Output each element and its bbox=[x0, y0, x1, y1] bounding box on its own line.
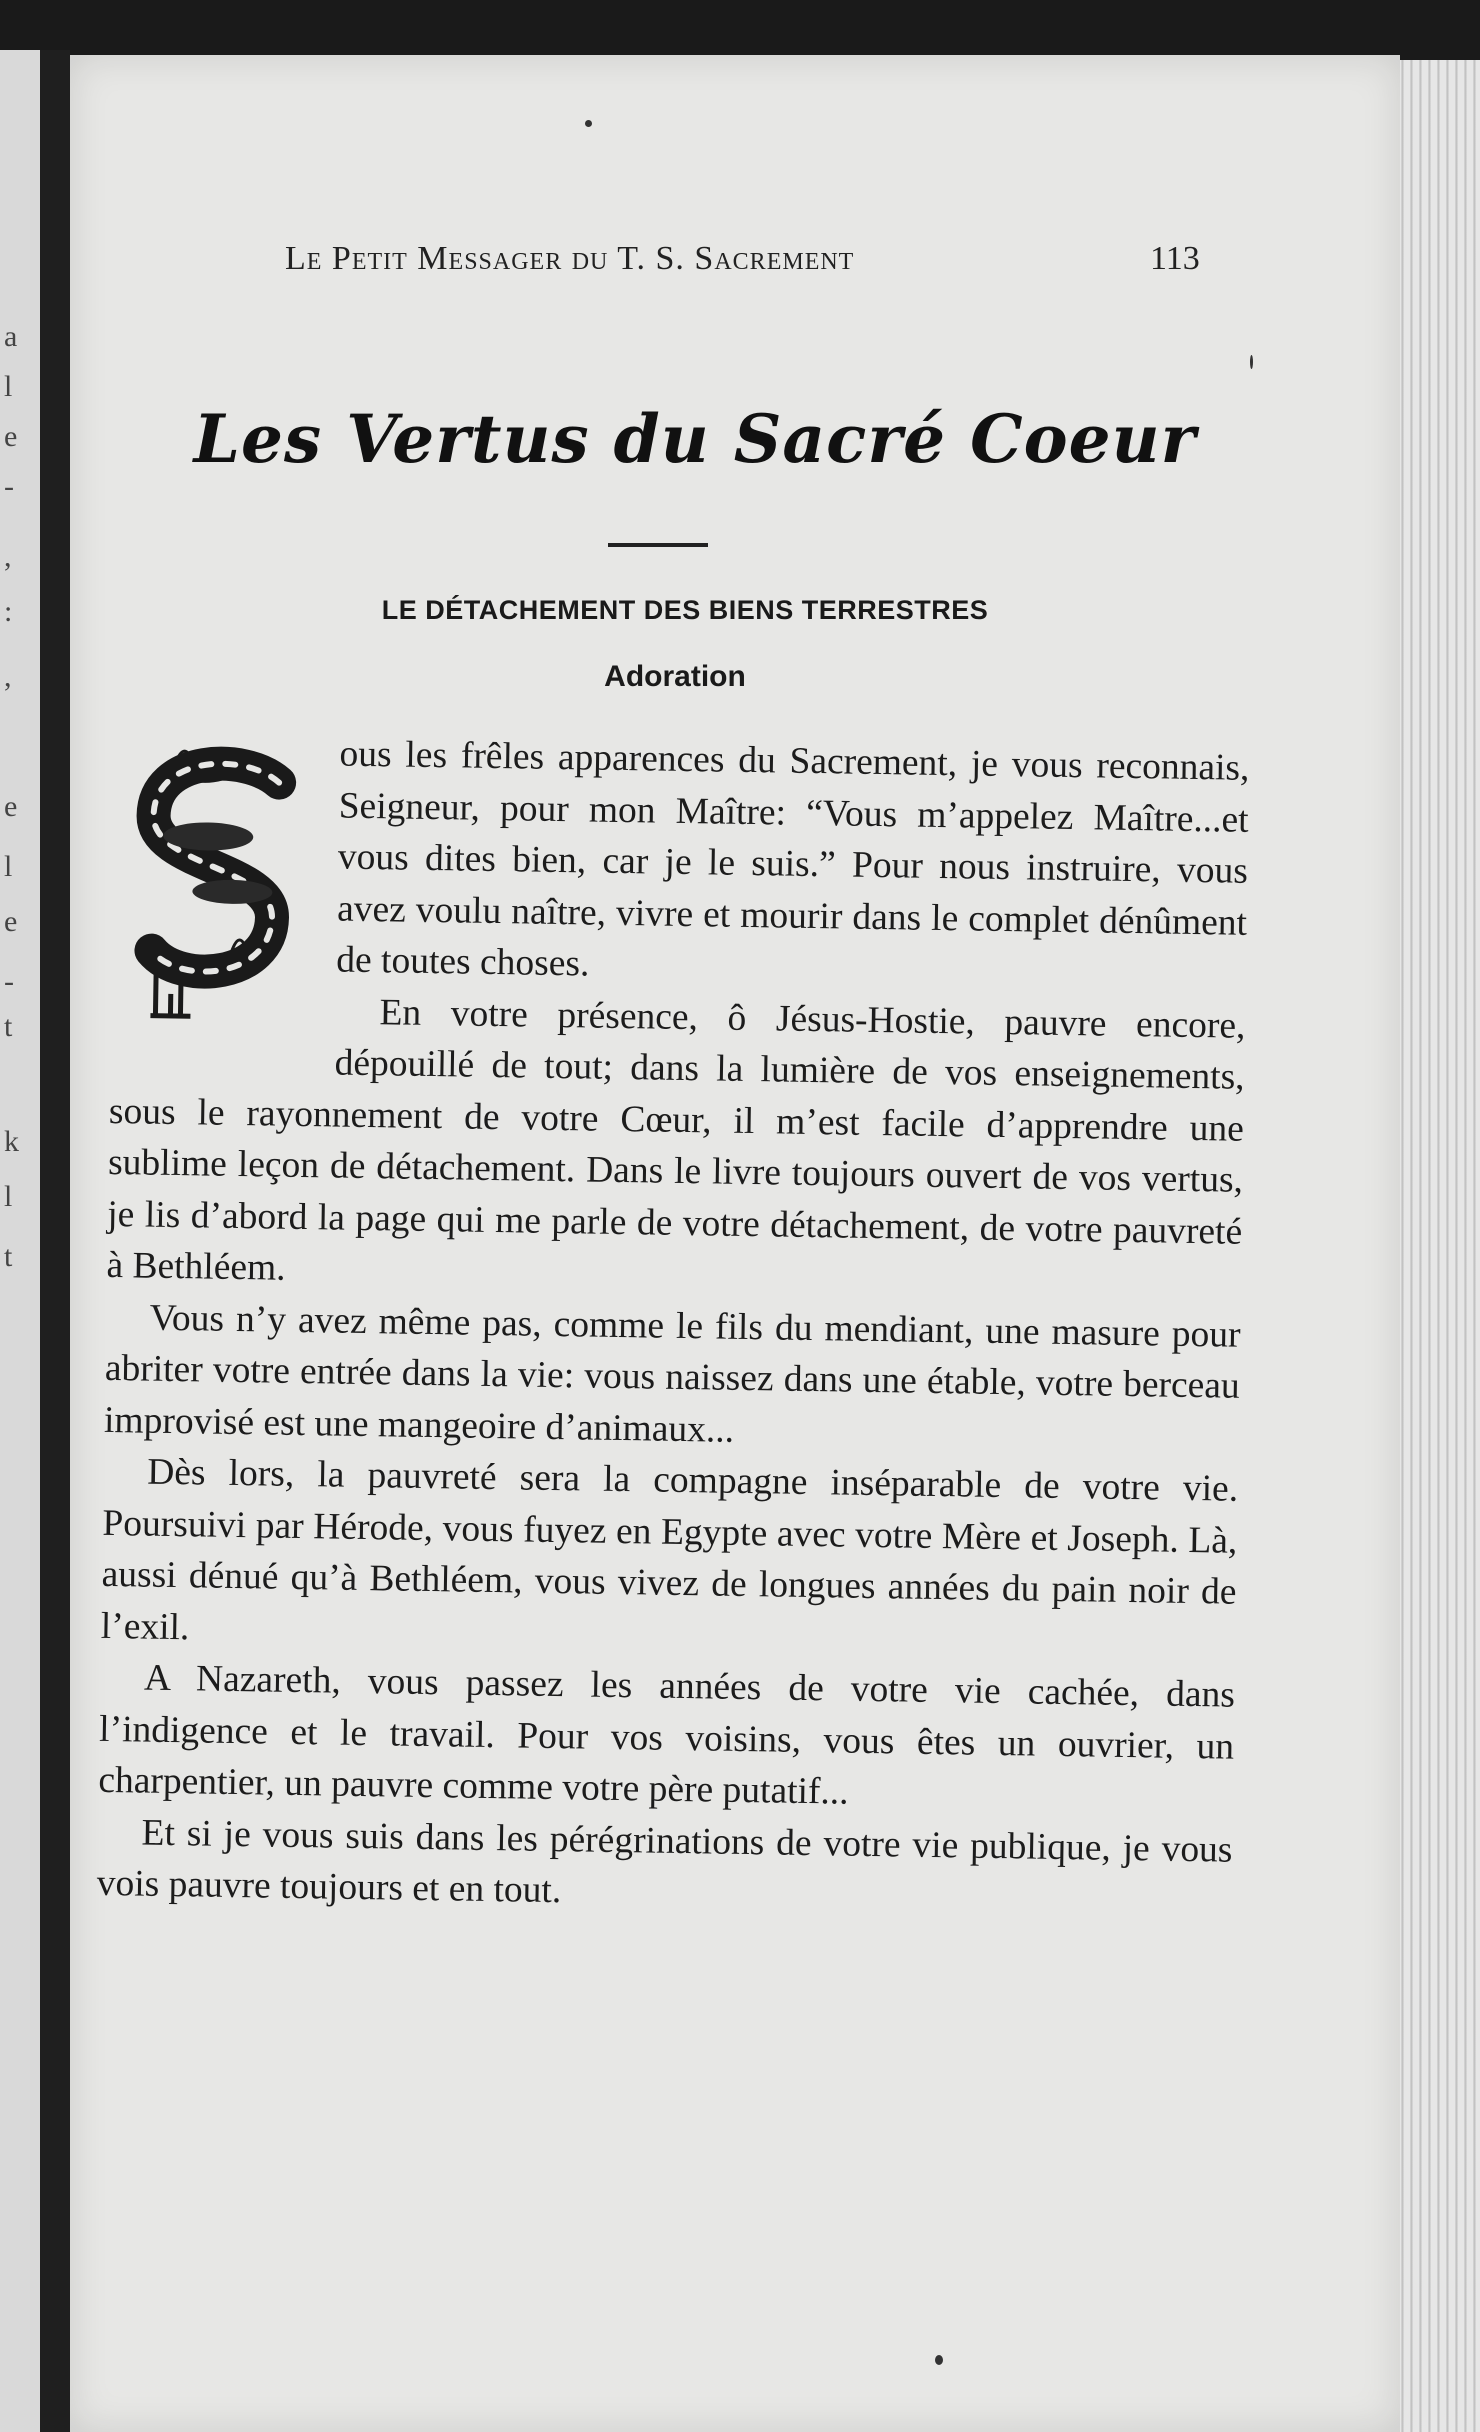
svg-text:S: S bbox=[114, 725, 116, 727]
previous-page-letter: l bbox=[4, 850, 13, 883]
article-title: Les Vertus du Sacré Coeur bbox=[193, 400, 1197, 478]
previous-page-letter: a bbox=[4, 320, 18, 353]
running-head: Le Petit Messager du T. S. Sacrement bbox=[285, 240, 855, 277]
previous-page-letter: e bbox=[4, 420, 18, 453]
article-body bbox=[96, 725, 1249, 1927]
previous-page-letter: : bbox=[4, 595, 13, 628]
previous-page-letter: t bbox=[4, 1240, 13, 1273]
paragraph: Dès lors, la pauvreté sera la compagne inséparable de votre vie. Poursuivi par Hérode, vous fuyez en Egypte avec votre Mère et Joseph. Là, aussi dénué qu’à Bethléem, vous vivez de longues années du pain noir de l’exil. bbox=[100, 1451, 1239, 1648]
paragraph: Et si je vous suis dans les pérégrinations de votre vie publique, je vous vois pauvre toujours et en tout. bbox=[96, 1812, 1233, 1912]
paragraph: En votre présence, ô Jésus-Hostie, pauvre encore, dépouillé de tout; dans la lumière de vos enseignements, sous le rayonnement de votre Cœur, il m’est facile d’apprendre une sublime leçon de détachement. Dans le livre toujours ouvert de vos vertus, je lis d’abord la page qui me parle de votre détachement, de votre pauvreté à Bethléem. bbox=[106, 991, 1246, 1289]
previous-page-letter: k bbox=[4, 1125, 19, 1158]
dropcap-illustration bbox=[110, 725, 340, 1038]
section-heading: LE DÉTACHEMENT DES BIENS TERRESTRES bbox=[381, 595, 989, 625]
paragraph: A Nazareth, vous passez les années de votre vie cachée, dans l’indigence et le travail. Pour vos voisins, vous êtes un ouvrier, un charpentier, un pauvre comme votre père putatif... bbox=[98, 1657, 1236, 1813]
title-rule bbox=[608, 543, 708, 547]
sub-heading: Adoration bbox=[604, 660, 746, 693]
paragraph: Vous n’y avez même pas, comme le fils du mendiant, une masure pour abriter votre entrée dans la vie: vous naissez dans une étable, votre berceau improvisé est une mangeoire d’animaux... bbox=[103, 1297, 1241, 1451]
previous-page-letter: l bbox=[4, 370, 13, 403]
previous-page-letter: e bbox=[4, 905, 18, 938]
paragraph: ous les frêles apparences du Sacrement, je vous reconnais, Seigneur, pour mon Maître: “Vous m’appelez Maître...et vous dites bien, car je le suis.” Pour nous instruire, vous avez voulu naître, vivre et mourir dans le complet dénûment de toutes choses. bbox=[336, 733, 1250, 985]
dust-speck bbox=[935, 2355, 943, 2365]
dust-speck bbox=[585, 120, 592, 127]
page-stack-edge bbox=[1395, 60, 1480, 2432]
previous-page-edge bbox=[0, 50, 40, 2432]
previous-page-letter: - bbox=[4, 965, 14, 998]
scanner-top-band bbox=[0, 0, 1480, 60]
dust-speck bbox=[1250, 355, 1253, 369]
previous-page-letter: t bbox=[4, 1010, 13, 1043]
previous-page-letter: , bbox=[4, 540, 12, 573]
previous-page-letter: l bbox=[4, 1180, 13, 1213]
previous-page-letter: , bbox=[4, 660, 12, 693]
previous-page-letter: - bbox=[4, 470, 14, 503]
page-number: 113 bbox=[1150, 240, 1200, 277]
book-page bbox=[70, 55, 1400, 2432]
previous-page-letter: e bbox=[4, 790, 18, 823]
ornamental-dropcap-icon bbox=[110, 725, 325, 1028]
